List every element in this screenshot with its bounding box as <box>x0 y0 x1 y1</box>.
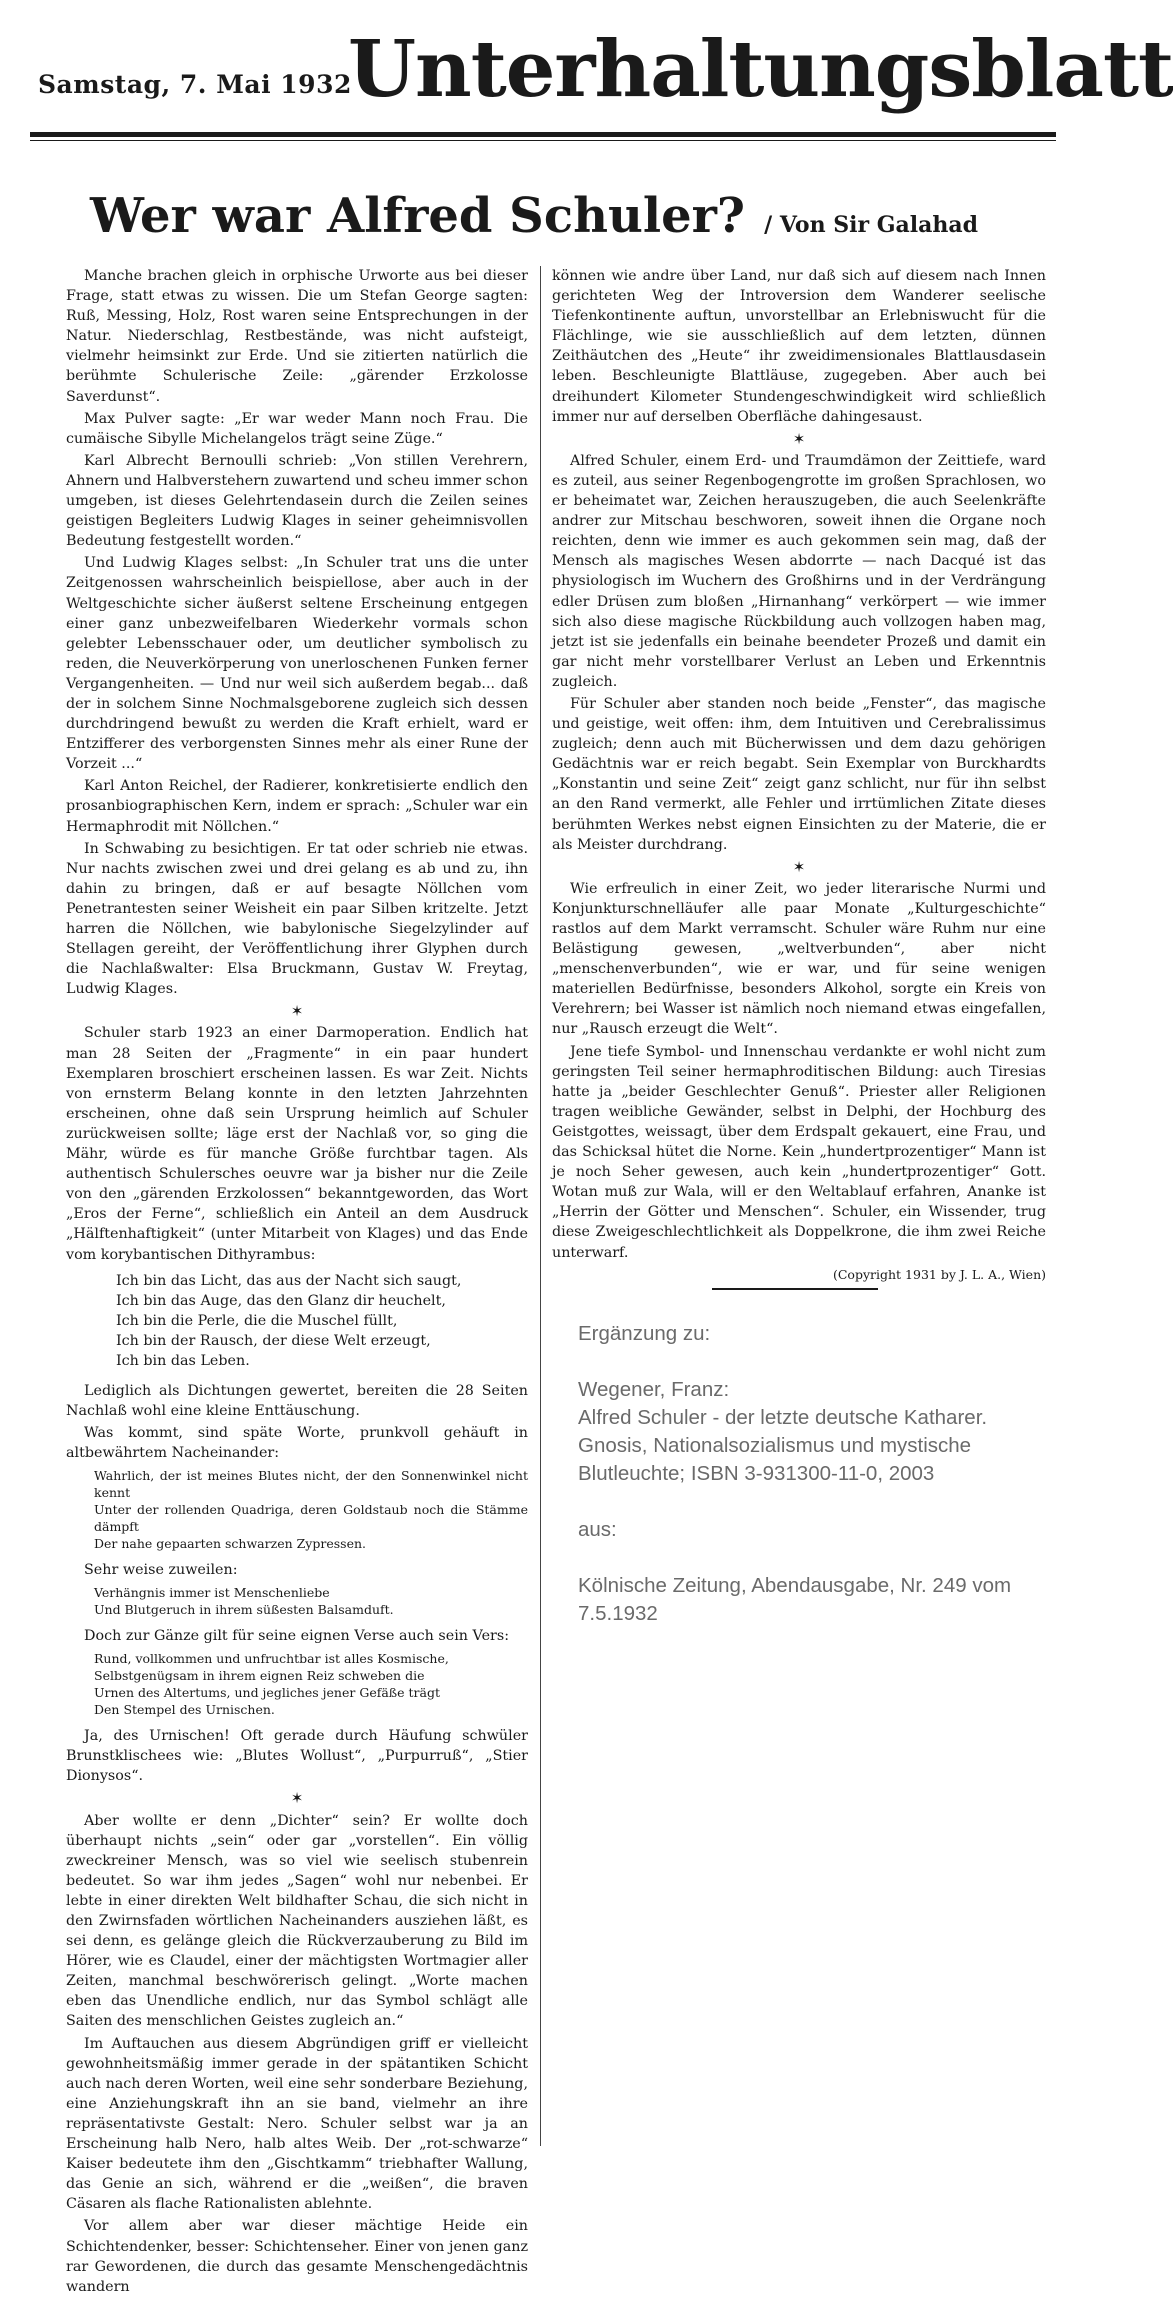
paragraph: können wie andre über Land, nur daß sich auf diesem nach Innen gerichteten Weg der Introversion dem Wanderer seelische Tiefenkontinente auftun, unvorstellbar an Erlebniswucht für die Flächlinge, wie sie ausschließlich auf dem letzten, dünnen Zeithäutchen des „Heute“ ihr zweidimensionales Blattlausdasein leben. Beschleunigte Blattläuse, zugegeben. Aber auch bei dreihundert Kilometer Stundengeschwindigkeit wird schließlich immer nur auf derselben Oberfläche dahingesaust. <box>552 268 1046 425</box>
verse-line: Selbstgenügsam in ihrem eignen Reiz schweben die <box>94 1668 425 1684</box>
article-headline: Wer war Alfred Schuler? <box>90 188 746 244</box>
verse-line: Der nahe gepaarten schwarzen Zypressen. <box>94 1535 366 1551</box>
article-headline-row <box>90 188 1050 256</box>
note-line: aus: <box>578 1518 617 1541</box>
issue-date: Samstag, 7. Mai 1932 <box>38 70 352 99</box>
note-line: Ergänzung zu: <box>578 1322 711 1345</box>
note-line: Wegener, Franz: <box>578 1378 730 1401</box>
source-note <box>578 1320 1048 1628</box>
copyright-line: (Copyright 1931 by J. L. A., Wien) <box>832 1266 1046 1282</box>
verse-quote <box>94 1650 528 1718</box>
section-star-ornament: ✶ <box>290 1002 304 1021</box>
separator-line <box>712 1288 878 1290</box>
verse-line: Und Blutgeruch in ihrem süßesten Balsamduft. <box>94 1602 394 1618</box>
verse-line: Unter der rollenden Quadriga, deren Goldstaub noch die Stämme dämpft <box>94 1501 528 1534</box>
masthead <box>30 18 1173 142</box>
verse-line: Den Stempel des Urnischen. <box>94 1702 275 1718</box>
newspaper-title: Unterhaltungsblatt <box>348 24 1173 115</box>
verse-quote <box>94 1467 528 1552</box>
article-author: / Von Sir Galahad <box>764 212 979 238</box>
paragraph: Vor allem aber war dieser mächtige Heide ein Schichtendenker, besser: Schichtenseher. Einer von jenen ganz rar Gewordenen, die durch das gesamte Menschengedächtnis wandern <box>66 2218 528 2295</box>
paragraph: Schuler starb 1923 an einer Darmoperation. Endlich hat man 28 Seiten der „Fragmente“ in ein paar hundert Exemplaren broschiert erscheinen lassen. Es war Zeit. Nichts von ernsterm Belang konnte in den letzten Jahrzehnten erscheinen, ohne daß sein Ursprung heimlich auf Schuler zurückweisen sollte; läge erst der Nachlaß vor, so ging die Mähr, würde es für manche Größe furchtbar tagen. Als authentisch Schulersches oeuvre war ja bisher nur die Zeile von den „gärenden Erzkolossen“ bekanntgeworden, das Wort „Eros der Ferne“, schließlich ein Anteil an dem Ausdruck „Hälftenhaftigkeit“ (unter Mitarbeit von Klages) und das Ende vom korybantischen Dithyrambus: <box>66 1025 528 1263</box>
masthead-rule-thin <box>30 140 1056 141</box>
paragraph: Ja, des Urnischen! Oft gerade durch Häufung schwüler Brunstklischees wie: „Blutes Wollust“, „Purpurruß“, „Stier Dionysos“. <box>66 1728 528 1785</box>
poem-line: Ich bin die Perle, die die Muschel füllt, <box>116 1312 398 1329</box>
section-star-ornament: ✶ <box>290 1789 304 1808</box>
right-column <box>552 266 1046 1286</box>
note-spacer <box>578 1348 1048 1376</box>
paragraph: Alfred Schuler, einem Erd- und Traumdämon der Zeittiefe, ward es zuteil, aus seiner Regenbogengrotte im großen Sprachlosen, wo er beheimatet war, Zeichen herauszugeben, die auch Seelenkräfte andrer zur Mitschau beschworen, soweit ihnen die Organe noch reichten, denn wie immer es auch gekommen sein mag, daß der Mensch als magisches Wesen abdorrte — nach Dacqué ist das physiologisch im Wuchern des Großhirns und in der Verdrängung edler Drüsen zum bloßen „Hirnanhang“ verkörpert — wie immer sich also diese magische Rückbildung auch vollzogen haben mag, jetzt ist sie jedenfalls ein beinahe beendeter Prozeß und damit ein gar nicht mehr vorstellbarer Verlust an Leben und Erkenntnis zugleich. <box>552 452 1046 690</box>
paragraph: Jene tiefe Symbol- und Innenschau verdankte er wohl nicht zum geringsten Teil seiner hermaphroditischen Bildung: auch Tiresias hatte ja „beider Geschlechter Genuß“. Priester aller Religionen tragen weibliche Gewänder, selbst in Delphi, der Hochburg des Geistgottes, weissagt, über dem Erdspalt gekauert, eine Frau, und das Schicksal hütet die Norne. Kein „hundertprozentiger“ Mann ist je noch Seher gewesen, auch kein „hundertprozentiger“ Gott. Wotan muß zur Wala, will er den Weltablauf erfahren, Ananke ist „Herrin der Götter und Menschen“. Schuler, ein Wissender, trug diese Zweigeschlechtlichkeit als Doppelkrone, die ihm zwei Reiche unterwarf. <box>552 1043 1046 1261</box>
paragraph: Und Ludwig Klages selbst: „In Schuler trat uns die unter Zeitgenossen wahrscheinlich beispiellose, aber auch in der Weltgeschichte sicher äußerst seltene Erscheinung entgegen einer ganz unbezweifelbaren Wiederkehr vormals schon gelebter Lebensschauer oder, um deutlicher symbolisch zu reden, die Neuverkörperung von unerloschenen Funken ferner Vergangenheiten. — Und nur weil sich außerdem begab... daß der in solchem Sinne Nochmalsgeborene zugleich sich dessen durchdringend bewußt zu werden die Kraft erhielt, ward er Entzifferer des verborgensten Sinnes mehr als einer Rune der Vorzeit ...“ <box>66 555 528 773</box>
section-star-ornament: ✶ <box>792 857 806 876</box>
paragraph: Karl Anton Reichel, der Radierer, konkretisierte endlich den prosanbiographischen Kern, indem er sprach: „Schuler war ein Hermaphrodit mit Nöllchen.“ <box>66 778 528 835</box>
masthead-rule-thick <box>30 132 1056 137</box>
paragraph: Max Pulver sagte: „Er war weder Mann noch Frau. Die cumäische Sibylle Michelangelos trägt seine Züge.“ <box>66 410 528 447</box>
poem-block <box>116 1271 528 1371</box>
paragraph: Für Schuler aber standen noch beide „Fenster“, das magische und geistige, weit offen: ihm, dem Intuitiven und Cerebralissimus zugleich; denn auch mit Bücherwissen und dem dazu gehörigen Gedächtnis war er reich begabt. Sein Exemplar von Burckhardts „Konstantin und seine Zeit“ zeigt ganz schlicht, nur für ihn selbst an den Rand vermerkt, alle Fehler und irrtümlichen Zitate dieses berühmten Werkes nebst eignen Einsichten zu der Materie, die er als Meister durchdrang. <box>552 695 1046 853</box>
section-star-ornament: ✶ <box>792 429 806 448</box>
paragraph: In Schwabing zu besichtigen. Er tat oder schrieb nie etwas. Nur nachts zwischen zwei und drei gelang es ab und zu, ihn dahin zu bringen, daß er auf besagte Nöllchen vom Penetrantesten seiner Weisheit ein paar Silben kritzelte. Jetzt harren die Nöllchen, wie babylonische Siegelzylinder auf Stellagen gereiht, der Veröffentlichung ihrer Glyphen durch die Nachlaßwalter: Elsa Bruckmann, Gustav W. Freytag, Ludwig Klages. <box>66 840 528 998</box>
poem-line: Ich bin das Leben. <box>116 1352 250 1369</box>
poem-line: Ich bin der Rausch, der diese Welt erzeugt, <box>116 1332 431 1349</box>
paragraph: Karl Albrecht Bernoulli schrieb: „Von stillen Verehrern, Ahnern und Halbverstehern zuwartend und scheu immer schon umgeben, ist dieses Gelehrtendasein durch die Zeilen seines geistigen Begleiters Ludwig Klages in seiner geheimnisvollen Bedeutung festgestellt worden.“ <box>66 452 529 550</box>
paragraph: Lediglich als Dichtungen gewertet, bereiten die 28 Seiten Nachlaß wohl eine kleine Enttäuschung. <box>66 1382 528 1419</box>
paragraph: Was kommt, sind späte Worte, prunkvoll gehäuft in altbewährtem Nacheinander: <box>66 1424 528 1461</box>
paragraph: Aber wollte er denn „Dichter“ sein? Er wollte doch überhaupt nichts „sein“ oder gar „vorstellen“. Ein völlig zweckreiner Mensch, was so viel wie seelisch stubenrein bedeutet. So war ihm jedes „Sagen“ wohl nur nebenbei. Er lebte in einer direkten Welt bildhafter Schau, die sich nicht in den Zwirnsfaden wörtlichen Nacheinanders ausziehen läßt, es sei denn, es gelänge gleich die Rückverzauberung zu Bild im Hörer, wie es Claudel, einer der mächtigsten Wortmagier aller Zeiten, manchmal beschwörerisch gelingt. „Worte machen eben das Unendliche endlich, nur das Symbol schlägt alle Saiten des menschlichen Geistes zugleich an.“ <box>66 1812 528 2030</box>
verse-line: Urnen des Altertums, und jegliches jener Gefäße trägt <box>94 1685 440 1701</box>
note-spacer <box>578 1544 1048 1572</box>
left-column <box>66 266 529 2295</box>
paragraph: Im Auftauchen aus diesem Abgründigen griff er vielleicht gewohnheitsmäßig immer gerade in der spätantiken Schicht auch nach deren Worten, weil eine sehr sonderbare Beziehung, eine Anziehungskraft ihn an sie band, vielmehr an ihre repräsentativste Gestalt: Nero. Schuler selbst war ja an Erscheinung halb Nero, halb altes Weib. Der „rot-schwarze“ Kaiser bedeutete ihm den „Gischtkamm“ triebhafter Wallung, das Genie an sich, während er die „weißen“, die braven Cäsaren als flache Rationalisten ablehnte. <box>66 2035 528 2213</box>
note-spacer <box>578 1488 1048 1516</box>
column-divider <box>540 266 541 2146</box>
verse-quote <box>94 1584 528 1618</box>
note-line: Alfred Schuler - der letzte deutsche Katharer. Gnosis, Nationalsozialismus und mystische Blutleuchte; ISBN 3-931300-11-0, 2003 <box>578 1406 988 1485</box>
verse-line: Rund, vollkommen und unfruchtbar ist alles Kosmische, <box>94 1651 449 1667</box>
note-line: Kölnische Zeitung, Abendausgabe, Nr. 249 vom 7.5.1932 <box>578 1574 1012 1625</box>
verse-line: Verhängnis immer ist Menschenliebe <box>94 1585 330 1601</box>
paragraph: Sehr weise zuweilen: <box>84 1561 238 1578</box>
paragraph: Manche brachen gleich in orphische Urworte aus bei dieser Frage, statt etwas zu wissen. Die um Stefan George sagten: Ruß, Messing, Holz, Rost waren seine Entsprechungen in der Natur. Niederschlag, Restbestände, was nicht aufsteigt, vielmehr heimsinkt zur Erde. Und sie zitierten natürlich die berühmte Schulerische Zeile: „gärender Erzkolosse Saverdunst“. <box>66 268 528 405</box>
poem-line: Ich bin das Licht, das aus der Nacht sich saugt, <box>116 1272 462 1289</box>
paragraph: Wie erfreulich in einer Zeit, wo jeder literarische Nurmi und Konjunkturschnelläufer alle paar Monate „Kulturgeschichte“ rastlos auf dem Markt verramscht. Schuler wäre Ruhm nur eine Belästigung gewesen, „weltverbunden“, aber nicht „menschenverbunden“, wie er war, und für seine wenigen materiellen Bedürfnisse, besonders Alkohol, sorgte ein Kreis von Verehrern; bei Wasser ist nämlich noch niemand etwas eingefallen, nur „Rausch erzeugt die Welt“. <box>552 880 1046 1038</box>
poem-line: Ich bin das Auge, das den Glanz dir heuchelt, <box>116 1292 446 1309</box>
paragraph: Doch zur Gänze gilt für seine eignen Verse auch sein Vers: <box>84 1628 510 1645</box>
verse-line: Wahrlich, der ist meines Blutes nicht, der den Sonnenwinkel nicht kennt <box>94 1467 528 1500</box>
